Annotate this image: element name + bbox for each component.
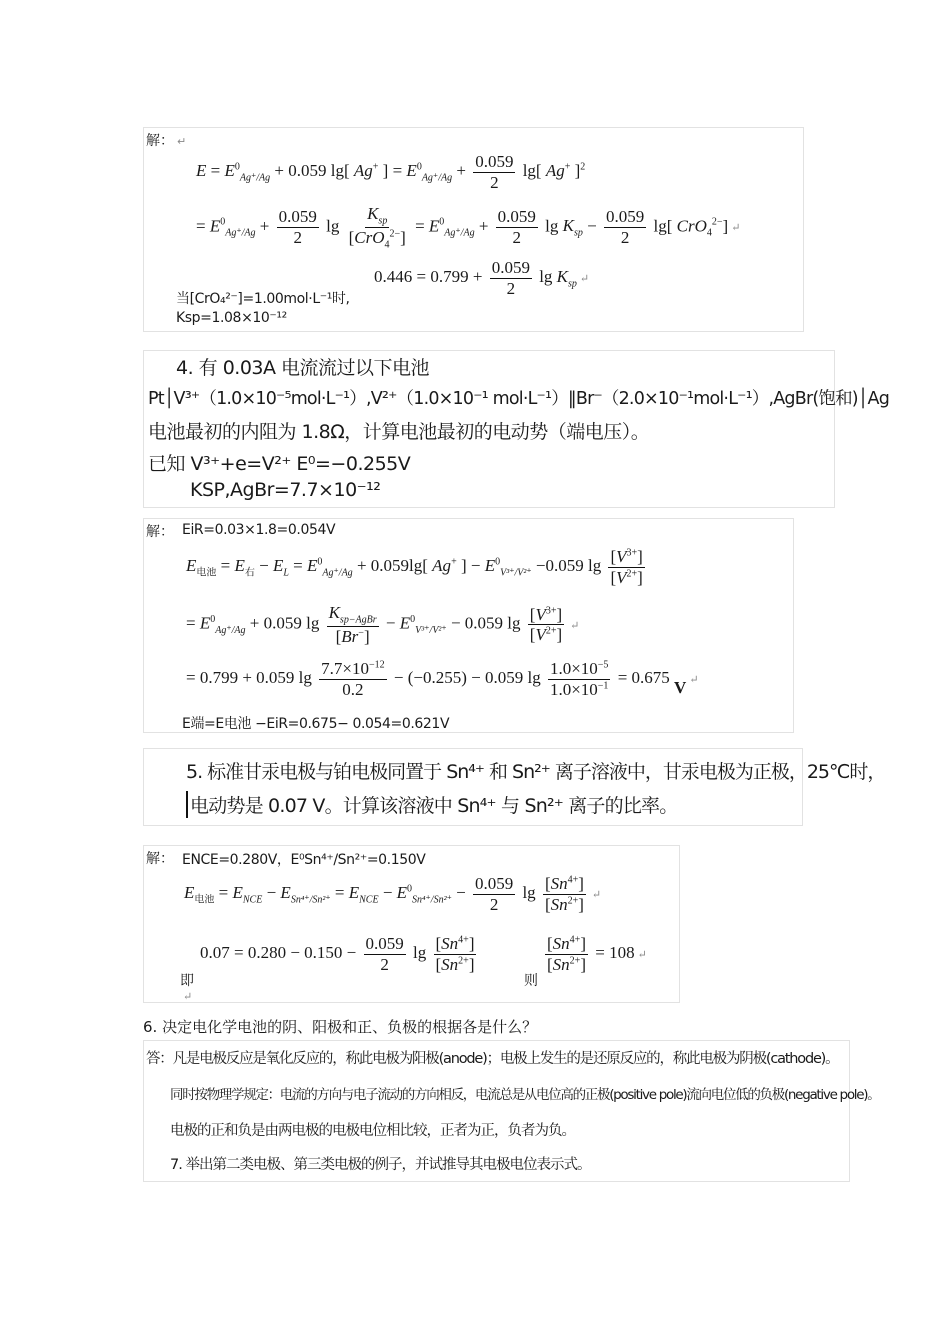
question-4-cell: Pt│V³⁺（1.0×10⁻⁵mol·L⁻¹）,V²⁺（1.0×10⁻¹ mol·L⁻¹）‖Br⁻（2.0×10⁻¹mol·L⁻¹）,AgBr(饱和)│Ag	[148, 389, 890, 409]
sol4-line-2: = $E^0_{Ag^+/Ag} + 0.059$ lg $\frac{K_{sp-AgBr}}{[Br^-]}$ − $E^0_{V^{3+}/V^{2+}} - 0.059$ lg $\frac{[V^{3+}]}{[V^{2+}]}$ ↵	[186, 603, 580, 646]
condition-text: 当[CrO₄²⁻]=1.00mol·L⁻¹时,	[176, 291, 350, 307]
ji-label: 即	[180, 973, 194, 989]
question-4-box	[143, 350, 890, 508]
solution-label: 解：	[146, 524, 174, 540]
question-4-ksp: KSP,AgBr=7.7×10⁻¹²	[190, 479, 381, 501]
solution-label: 解： ↵	[146, 133, 187, 149]
equation-line-3: 0.446 = 0.799 + $\frac{0.059}{2}$ $\lg K_{sp}$ ↵	[374, 258, 590, 298]
question-5-line-2: 电动势是 0.07 V。计算该溶液中 Sn⁴⁺ 与 Sn²⁺ 离子的比率。	[186, 791, 677, 818]
solution-5-box	[143, 845, 680, 1003]
solution-box-ksp	[143, 127, 804, 332]
question-7-line: 7. 举出第二类电极、第三类电极的例子，并试推导其电极电位表示式。	[170, 1157, 591, 1173]
ratio-result: $\frac{[Sn^{4+}]}{[Sn^{2+}]}$ = 108 ↵	[547, 934, 647, 974]
sol5-line-1: $E_{电池} = E_{NCE} - E_{Sn^{4+}/Sn^{2+}} = E_{NCE} - E^0_{Sn^{4+}/Sn^{2+}}$ − $\frac{0.059}{2}$ lg $\frac{[Sn^{4+}]}{[Sn^{2+}]}$ ↵	[184, 874, 602, 914]
terminal-voltage: E端=E电池 −EiR=0.675− 0.054=0.621V	[182, 716, 450, 732]
question-5-line-1: 5. 标准甘汞电极与铂电极同置于 Sn⁴⁺ 和 Sn²⁺ 离子溶液中，甘汞电极为正极，25℃时，	[186, 761, 886, 783]
question-6-title: 6. 决定电化学电池的阴、阳极和正、负极的根据各是什么？	[143, 1018, 538, 1036]
question-4-title: 4. 有 0.03A 电流流过以下电池	[176, 357, 430, 379]
question-4-known: 已知 V³⁺+e=V²⁺ E⁰=−0.255V	[148, 453, 411, 475]
sol5-line-2: 0.07 = 0.280 − 0.150 − $\frac{0.059}{2}$ lg $\frac{[Sn^{4+}]}{[Sn^{2+}]}$	[200, 934, 475, 974]
sol4-line-3: = 0.799 + 0.059 lg $\frac{7.7\times 10^{-12}}{0.2}$ − (−0.255) − 0.059 lg $\frac{1.0\times 10^{-5}}{1.0\times 10^{-1}}$ = 0.675 V ↵	[186, 659, 699, 699]
question-5-box	[143, 748, 886, 826]
sol4-line-1: $E_{电池} = E_右 - E_L = E^0_{Ag^+/Ag} + 0.059\lg$[ Ag+ ] − $E^0_{V^{3+}/V^{2+}} -0.059$ lg $\frac{[V^{3+}]}{[V^{2+}]}$	[186, 547, 643, 587]
given-values: ENCE=0.280V，E⁰Sn⁴⁺/Sn²⁺=0.150V	[182, 852, 426, 868]
return-mark: ↵	[183, 990, 193, 1003]
ksp-result: Ksp=1.08×10⁻¹²	[176, 310, 287, 326]
equation-line-2: = $E^0_{Ag^+/Ag}$ + $\frac{0.059}{2}$ lg $\frac{K_{sp}}{[CrO_4^{2-}]}$ = $E^0_{Ag^+/Ag}$ + $\frac{0.059}{2}$ $\lg K_{sp}$ − $\frac{0.059}{2}$ lg[ CrO$_4^{2-}$] ↵	[196, 204, 741, 251]
ze-label: 则	[524, 973, 538, 989]
answer-6-line-3: 电极的正和负是由两电极的电极电位相比较，正者为正，负者为负。	[170, 1123, 575, 1139]
answer-6-line-2: 同时按物理学规定：电流的方向与电子流动的方向相反，电流总是从电位高的正极(positive pole)流向电位低的负极(negative pole)。	[170, 1087, 880, 1103]
solution-4-box	[143, 518, 794, 733]
answer-6-box	[143, 1040, 880, 1182]
question-4-desc: 电池最初的内阻为 1.8Ω，计算电池最初的电动势（端电压）。	[148, 421, 650, 443]
eir-value: EiR=0.03×1.8=0.054V	[182, 522, 336, 538]
answer-6-line-1: 答：凡是电极反应是氧化反应的，称此电极为阳极(anode)；电极上发生的是还原反应的，称此电极为阴极(cathode)。	[146, 1051, 839, 1067]
solution-label: 解：	[146, 851, 174, 867]
equation-line-1: $E = E^0_{Ag^+/Ag} + 0.059$ lg[ Ag+ ] = $E^0_{Ag^+/Ag}$ + $\frac{0.059}{2}$ lg[ Ag+ ]$^2$	[196, 152, 586, 192]
